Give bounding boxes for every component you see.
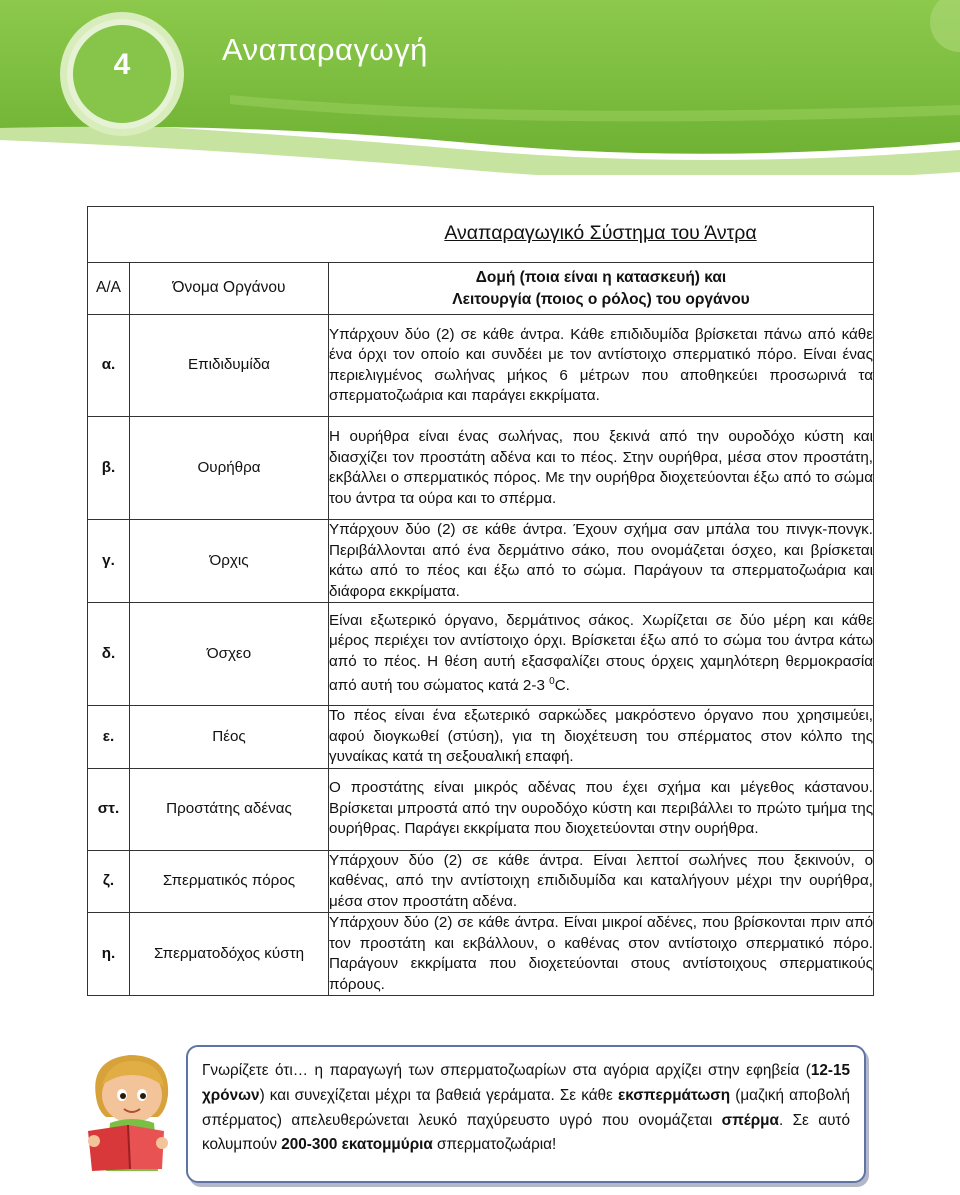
- header-banner: [0, 0, 960, 175]
- row-letter: α.: [88, 315, 130, 417]
- degree-superscript: 0: [549, 676, 555, 688]
- did-you-know-text-1: η παραγωγή των σπερματοζωαρίων στα αγόρια αρχίζει στην εφηβεία (: [308, 1062, 811, 1079]
- table-row: [88, 417, 874, 520]
- did-you-know-box: [186, 1045, 866, 1183]
- organ-description: Το πέος είναι ένα εξωτερικό σαρκώδες μακρόστενο όργανο που χρησιμεύει, αφού διογκωθεί (στύση), για τη διοχέτευση του σπέρματος στον κόλπο της γυναίκας κατά τη σεξουαλική επαφή.: [329, 706, 874, 769]
- did-you-know-count: 200-300 εκατομμύρια: [281, 1136, 433, 1154]
- organ-name: Όρχις: [130, 520, 329, 603]
- table-row: [88, 913, 874, 996]
- degree-unit: C.: [554, 677, 570, 695]
- did-you-know-text-2: ) και συνεχίζεται μέχρι τα βαθειά γεράματα. Σε κάθε: [259, 1086, 619, 1104]
- header-description-line1: Δομή (ποια είναι η κατασκευή) και: [475, 268, 727, 286]
- organ-name: Ουρήθρα: [130, 417, 329, 520]
- table-row: [88, 520, 874, 603]
- did-you-know-age-range: 12-15 χρόνων: [202, 1062, 850, 1104]
- table-title-cell: [88, 207, 874, 263]
- row-letter: η.: [88, 913, 130, 996]
- table-row: [88, 768, 874, 850]
- table-row: [88, 315, 874, 417]
- did-you-know-text-3: (μαζική αποβολή σπέρματος) απελευθερώνεται λευκό παχύρευστο υγρό που ονομάζεται: [202, 1086, 850, 1129]
- organ-description-text: Είναι εξωτερικό όργανο, δερμάτινος σάκος. Χωρίζεται σε δύο μέρη και κάθε μέρος περιέχει τον αντίστοιχο όρχι. Βρίσκεται έξω από το σώμα του άντρα κάτω από το πέος. Η θέση αυτή εξασφαλίζει στους όρχεις χαμηλότερη θερμοκρασία από αυτή του σώματος κατά 2-3: [329, 611, 874, 695]
- header-aa: Α/Α: [88, 263, 130, 315]
- table-row: [88, 850, 874, 913]
- table-title-row: [88, 207, 874, 263]
- did-you-know-ejaculation: εκσπερμάτωση: [618, 1086, 731, 1104]
- table-row: [88, 706, 874, 769]
- organ-description: Η ουρήθρα είναι ένας σωλήνας, που ξεκινά από την ουροδόχο κύστη και διασχίζει τον προστάτη αδένα και το πέος. Στην ουρήθρα, μέσα στον προστάτη, εκβάλλει ο σπερματικός πόρος. Με την ουρήθρα διοχετεύονται έξω από το σώμα του άντρα τα ούρα και το σπέρμα.: [329, 417, 874, 520]
- organ-name: Προστάτης αδένας: [130, 768, 329, 850]
- chapter-header: [0, 0, 960, 175]
- girl-reading-illustration: [80, 1045, 184, 1173]
- table-row: [88, 603, 874, 706]
- table-header-row: [88, 263, 874, 315]
- organ-name: Πέος: [130, 706, 329, 769]
- did-you-know-sperm: σπέρμα: [721, 1111, 779, 1129]
- organ-name: Σπερματοδόχος κύστη: [130, 913, 329, 996]
- row-letter: β.: [88, 417, 130, 520]
- row-letter: ζ.: [88, 850, 130, 913]
- organ-description: Ο προστάτης είναι μικρός αδένας που έχει σχήμα και μέγεθος κάστανου. Βρίσκεται μπροστά από την ουροδόχο κύστη και περιβάλλει το πρώτο τμήμα της ουρήθρας. Παράγει εκκρίματα που διοχετεύονται στην ουρήθρα.: [329, 768, 874, 850]
- header-description-line2: Λειτουργία (ποιος ο ρόλος) του οργάνου: [452, 290, 750, 308]
- header-organ-name: Όνομα Οργάνου: [130, 263, 329, 315]
- did-you-know-text-5: σπερματοζωάρια!: [432, 1136, 557, 1154]
- organ-description: Υπάρχουν δύο (2) σε κάθε άντρα. Είναι μικροί αδένες, που βρίσκονται πριν από τον προστάτη και εκβάλλουν, ο καθένας στον αντίστοιχο σπερματικό πόρο. Παράγουν εκκρίματα που διοχετεύονται στους αντίστοιχους σπερματικούς πόρους.: [329, 913, 874, 996]
- organ-description: [329, 603, 874, 706]
- organ-name: Όσχεο: [130, 603, 329, 706]
- table-title: Αναπαραγωγικό Σύστημα του Άντρα: [444, 222, 757, 245]
- chapter-number: 4: [113, 48, 131, 81]
- organ-name: Σπερματικός πόρος: [130, 850, 329, 913]
- row-letter: στ.: [88, 768, 130, 850]
- organ-name: Επιδιδυμίδα: [130, 315, 329, 417]
- organ-description: Υπάρχουν δύο (2) σε κάθε άντρα. Κάθε επιδιδυμίδα βρίσκεται πάνω από κάθε ένα όρχι τον οποίο και συνδέει με τον αντίστοιχο σπερματικό πόρο. Είναι ένας περιελιγμένος σωλήνας μήκος 6 μέτρων που αποθηκεύει προσωρινά τα σπερματοζωάρια και παράγει εκκρίματα.: [329, 315, 874, 417]
- organ-description: Υπάρχουν δύο (2) σε κάθε άντρα. Είναι λεπτοί σωλήνες που ξεκινούν, ο καθένας, από την αντίστοιχη επιδιδυμίδα και καταλήγουν μέχρι την ουρήθρα, μέσα στον προστάτη αδένα.: [329, 850, 874, 913]
- did-you-know-text-4: . Σε αυτό κολυμπούν: [202, 1111, 850, 1154]
- row-letter: δ.: [88, 603, 130, 706]
- organs-table: [87, 206, 874, 996]
- chapter-title: Αναπαραγωγή: [222, 32, 428, 67]
- did-you-know-lead: Γνωρίζετε ότι…: [202, 1062, 309, 1079]
- row-letter: γ.: [88, 520, 130, 603]
- organ-description: Υπάρχουν δύο (2) σε κάθε άντρα. Έχουν σχήμα σαν μπάλα του πινγκ-πονγκ. Περιβάλλονται από ένα δερμάτινο σάκο, που ονομάζεται όσχεο, και βρίσκεται κάτω από το πέος και έξω από το σώμα. Παράγουν τα σπερματοζωάρια και διάφορα εκκρίματα.: [329, 520, 874, 603]
- row-letter: ε.: [88, 706, 130, 769]
- header-description: [329, 263, 874, 315]
